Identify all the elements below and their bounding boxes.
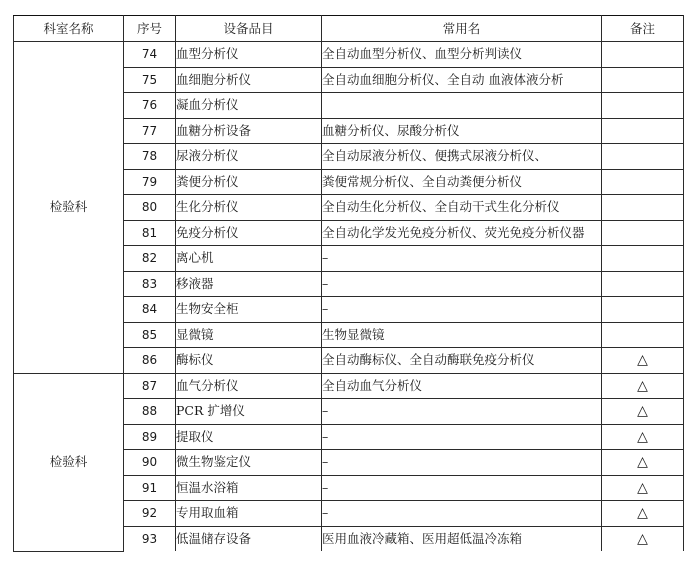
table-row	[14, 42, 684, 68]
item-cell: 提取仪	[176, 424, 322, 450]
item-cell: 恒温水浴箱	[176, 475, 322, 501]
note-cell: △	[602, 475, 684, 501]
row-number-cell: 90	[124, 450, 176, 476]
item-cell: PCR 扩增仪	[176, 399, 322, 425]
row-number-cell: 74	[124, 42, 176, 68]
item-cell: 低温储存设备	[176, 526, 322, 551]
common-name-cell	[322, 93, 602, 119]
row-number-cell: 76	[124, 93, 176, 119]
note-cell: △	[602, 348, 684, 374]
item-cell: 尿液分析仪	[176, 144, 322, 170]
common-name-cell: 血糖分析仪、尿酸分析仪	[322, 118, 602, 144]
header-row	[14, 16, 684, 42]
item-cell: 血型分析仪	[176, 42, 322, 68]
common-name-cell: –	[322, 450, 602, 476]
item-cell: 免疫分析仪	[176, 220, 322, 246]
common-name-cell: –	[322, 424, 602, 450]
item-cell: 移液器	[176, 271, 322, 297]
item-cell: 血气分析仪	[176, 373, 322, 399]
row-number-cell: 87	[124, 373, 176, 399]
row-number-cell: 77	[124, 118, 176, 144]
common-name-cell: 生物显微镜	[322, 322, 602, 348]
note-cell	[602, 93, 684, 119]
common-name-cell: 全自动生化分析仪、全自动干式生化分析仪	[322, 195, 602, 221]
table-header	[14, 16, 684, 42]
note-cell	[602, 144, 684, 170]
table-body	[14, 42, 684, 552]
item-cell: 粪便分析仪	[176, 169, 322, 195]
common-name-cell: 全自动血型分析仪、血型分析判读仪	[322, 42, 602, 68]
note-cell	[602, 322, 684, 348]
item-cell: 微生物鉴定仪	[176, 450, 322, 476]
row-number-cell: 79	[124, 169, 176, 195]
common-name-cell: –	[322, 399, 602, 425]
item-cell: 专用取血箱	[176, 501, 322, 527]
common-name-cell: 全自动血细胞分析仪、全自动 血液体液分析	[322, 67, 602, 93]
item-cell: 生化分析仪	[176, 195, 322, 221]
header-item: 设备品目	[176, 16, 322, 42]
note-cell	[602, 220, 684, 246]
dept-cell: 检验科	[14, 373, 124, 551]
row-number-cell: 91	[124, 475, 176, 501]
common-name-cell: 全自动化学发光免疫分析仪、荧光免疫分析仪器	[322, 220, 602, 246]
note-cell	[602, 169, 684, 195]
equipment-table	[13, 15, 684, 552]
row-number-cell: 83	[124, 271, 176, 297]
table-row	[14, 373, 684, 399]
row-number-cell: 81	[124, 220, 176, 246]
note-cell	[602, 42, 684, 68]
header-no: 序号	[124, 16, 176, 42]
note-cell: △	[602, 373, 684, 399]
common-name-cell: –	[322, 246, 602, 272]
note-cell: △	[602, 526, 684, 551]
item-cell: 酶标仪	[176, 348, 322, 374]
item-cell: 离心机	[176, 246, 322, 272]
row-number-cell: 85	[124, 322, 176, 348]
header-dept: 科室名称	[14, 16, 124, 42]
note-cell	[602, 195, 684, 221]
note-cell	[602, 246, 684, 272]
row-number-cell: 80	[124, 195, 176, 221]
common-name-cell: 全自动酶标仪、全自动酶联免疫分析仪	[322, 348, 602, 374]
item-cell: 血细胞分析仪	[176, 67, 322, 93]
common-name-cell: –	[322, 475, 602, 501]
row-number-cell: 89	[124, 424, 176, 450]
note-cell	[602, 118, 684, 144]
note-cell: △	[602, 424, 684, 450]
common-name-cell: 医用血液冷藏箱、医用超低温冷冻箱	[322, 526, 602, 551]
item-cell: 生物安全柜	[176, 297, 322, 323]
note-cell	[602, 67, 684, 93]
row-number-cell: 78	[124, 144, 176, 170]
dept-cell: 检验科	[14, 42, 124, 374]
note-cell: △	[602, 450, 684, 476]
row-number-cell: 86	[124, 348, 176, 374]
note-cell: △	[602, 501, 684, 527]
common-name-cell: –	[322, 297, 602, 323]
common-name-cell: –	[322, 501, 602, 527]
row-number-cell: 88	[124, 399, 176, 425]
common-name-cell: 粪便常规分析仪、全自动粪便分析仪	[322, 169, 602, 195]
common-name-cell: 全自动尿液分析仪、便携式尿液分析仪、	[322, 144, 602, 170]
item-cell: 凝血分析仪	[176, 93, 322, 119]
common-name-cell: 全自动血气分析仪	[322, 373, 602, 399]
row-number-cell: 93	[124, 526, 176, 551]
row-number-cell: 92	[124, 501, 176, 527]
note-cell: △	[602, 399, 684, 425]
common-name-cell: –	[322, 271, 602, 297]
row-number-cell: 75	[124, 67, 176, 93]
header-note: 备注	[602, 16, 684, 42]
row-number-cell: 84	[124, 297, 176, 323]
note-cell	[602, 297, 684, 323]
item-cell: 血糖分析设备	[176, 118, 322, 144]
note-cell	[602, 271, 684, 297]
item-cell: 显微镜	[176, 322, 322, 348]
row-number-cell: 82	[124, 246, 176, 272]
header-common-name: 常用名	[322, 16, 602, 42]
